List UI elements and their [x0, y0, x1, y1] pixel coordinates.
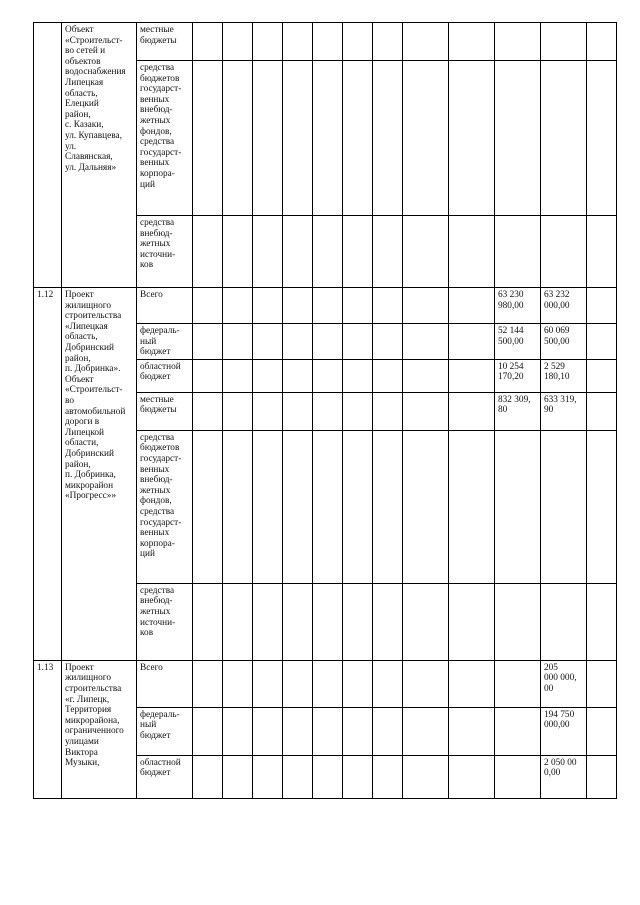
project-name-cell: Проект жилищного строительства «Липецкая область, Добринский район, п. Добринка». Объект «Строительст- во автомобильной дороги в Липецкой области, Добринский район, п. Добринка, микрорайон «Прогресс»» — [62, 288, 137, 661]
empty-cell — [403, 583, 449, 660]
amount-cell — [541, 430, 587, 583]
amount-cell — [495, 707, 541, 755]
project-name-cell: Объект «Строительст- во сетей и объектов водоснабжения Липецкая область, Елецкий район, с. Казаки, ул. Купавцева, ул. Славянская, ул. Дальняя» — [62, 23, 137, 288]
empty-cell — [449, 430, 495, 583]
empty-cell — [403, 61, 449, 216]
amount-cell — [495, 216, 541, 288]
empty-cell — [193, 23, 223, 61]
empty-cell — [223, 288, 253, 324]
funding-source-cell: местные бюджеты — [137, 392, 193, 430]
funding-source-cell: Всего — [137, 288, 193, 324]
empty-cell — [587, 707, 617, 755]
empty-cell — [283, 216, 313, 288]
empty-cell — [193, 755, 223, 798]
empty-cell — [193, 707, 223, 755]
empty-cell — [223, 430, 253, 583]
empty-cell — [449, 216, 495, 288]
empty-cell — [313, 755, 343, 798]
empty-cell — [373, 755, 403, 798]
empty-cell — [253, 430, 283, 583]
amount-cell — [495, 583, 541, 660]
amount-cell: 60 069 500,00 — [541, 324, 587, 360]
empty-cell — [587, 359, 617, 392]
amount-cell — [541, 23, 587, 61]
empty-cell — [449, 583, 495, 660]
empty-cell — [587, 288, 617, 324]
empty-cell — [313, 216, 343, 288]
funding-source-cell: средства внебюд- жетных источни- ков — [137, 216, 193, 288]
empty-cell — [403, 430, 449, 583]
empty-cell — [373, 359, 403, 392]
empty-cell — [253, 23, 283, 61]
empty-cell — [587, 216, 617, 288]
row-number-cell: 1.13 — [34, 660, 62, 798]
empty-cell — [253, 288, 283, 324]
empty-cell — [449, 61, 495, 216]
empty-cell — [313, 61, 343, 216]
empty-cell — [403, 288, 449, 324]
empty-cell — [223, 755, 253, 798]
amount-cell: 63 232 000,00 — [541, 288, 587, 324]
row-number-cell — [34, 23, 62, 288]
empty-cell — [587, 392, 617, 430]
funding-source-cell: федераль- ный бюджет — [137, 707, 193, 755]
amount-cell: 10 254 170,20 — [495, 359, 541, 392]
empty-cell — [373, 392, 403, 430]
empty-cell — [283, 707, 313, 755]
empty-cell — [253, 755, 283, 798]
empty-cell — [343, 61, 373, 216]
empty-cell — [253, 61, 283, 216]
empty-cell — [449, 755, 495, 798]
table-row — [34, 23, 617, 61]
table-row — [34, 660, 617, 707]
amount-cell — [495, 430, 541, 583]
empty-cell — [343, 430, 373, 583]
empty-cell — [253, 583, 283, 660]
amount-cell — [495, 23, 541, 61]
funding-source-cell: Всего — [137, 660, 193, 707]
empty-cell — [313, 430, 343, 583]
empty-cell — [343, 288, 373, 324]
empty-cell — [449, 707, 495, 755]
empty-cell — [223, 660, 253, 707]
empty-cell — [283, 61, 313, 216]
empty-cell — [343, 324, 373, 360]
empty-cell — [343, 583, 373, 660]
empty-cell — [283, 288, 313, 324]
empty-cell — [253, 216, 283, 288]
empty-cell — [403, 216, 449, 288]
empty-cell — [343, 359, 373, 392]
empty-cell — [253, 324, 283, 360]
amount-cell: 2 529 180,10 — [541, 359, 587, 392]
empty-cell — [343, 392, 373, 430]
empty-cell — [373, 430, 403, 583]
empty-cell — [283, 660, 313, 707]
amount-cell: 633 319, 90 — [541, 392, 587, 430]
empty-cell — [283, 392, 313, 430]
amount-cell: 52 144 500,00 — [495, 324, 541, 360]
empty-cell — [223, 392, 253, 430]
empty-cell — [403, 707, 449, 755]
empty-cell — [449, 288, 495, 324]
empty-cell — [283, 23, 313, 61]
empty-cell — [313, 324, 343, 360]
empty-cell — [373, 216, 403, 288]
empty-cell — [193, 359, 223, 392]
empty-cell — [253, 707, 283, 755]
empty-cell — [449, 392, 495, 430]
project-name-cell: Проект жилищного строительства «г. Липецк, Территория микрорайона, ограниченного улицами Виктора Музыки, — [62, 660, 137, 798]
empty-cell — [223, 583, 253, 660]
empty-cell — [373, 583, 403, 660]
empty-cell — [223, 216, 253, 288]
empty-cell — [343, 755, 373, 798]
empty-cell — [403, 755, 449, 798]
amount-cell — [541, 216, 587, 288]
empty-cell — [313, 660, 343, 707]
empty-cell — [193, 61, 223, 216]
empty-cell — [403, 359, 449, 392]
empty-cell — [223, 23, 253, 61]
empty-cell — [373, 324, 403, 360]
funding-source-cell: областной бюджет — [137, 755, 193, 798]
empty-cell — [449, 324, 495, 360]
amount-cell — [495, 755, 541, 798]
row-number-cell: 1.12 — [34, 288, 62, 661]
empty-cell — [343, 23, 373, 61]
empty-cell — [403, 392, 449, 430]
empty-cell — [283, 359, 313, 392]
empty-cell — [313, 23, 343, 61]
empty-cell — [373, 61, 403, 216]
empty-cell — [373, 660, 403, 707]
amount-cell — [495, 61, 541, 216]
funding-source-cell: областной бюджет — [137, 359, 193, 392]
funding-source-cell: средства бюджетов государст- венных внебюд- жетных фондов, средства государст- венных корпора- ций — [137, 430, 193, 583]
empty-cell — [343, 216, 373, 288]
empty-cell — [283, 324, 313, 360]
empty-cell — [587, 660, 617, 707]
empty-cell — [313, 583, 343, 660]
empty-cell — [587, 61, 617, 216]
empty-cell — [313, 288, 343, 324]
empty-cell — [193, 430, 223, 583]
empty-cell — [313, 359, 343, 392]
funding-source-cell: местные бюджеты — [137, 23, 193, 61]
empty-cell — [587, 755, 617, 798]
empty-cell — [283, 430, 313, 583]
empty-cell — [373, 288, 403, 324]
empty-cell — [193, 216, 223, 288]
empty-cell — [587, 430, 617, 583]
funding-table — [33, 22, 617, 799]
empty-cell — [283, 755, 313, 798]
empty-cell — [253, 660, 283, 707]
empty-cell — [403, 23, 449, 61]
empty-cell — [403, 324, 449, 360]
amount-cell: 63 230 980,00 — [495, 288, 541, 324]
empty-cell — [223, 359, 253, 392]
amount-cell: 205 000 000, 00 — [541, 660, 587, 707]
empty-cell — [403, 660, 449, 707]
empty-cell — [587, 583, 617, 660]
amount-cell: 832 309, 80 — [495, 392, 541, 430]
empty-cell — [587, 23, 617, 61]
empty-cell — [587, 324, 617, 360]
empty-cell — [223, 324, 253, 360]
amount-cell: 194 750 000,00 — [541, 707, 587, 755]
funding-source-cell: федераль- ный бюджет — [137, 324, 193, 360]
amount-cell — [541, 583, 587, 660]
empty-cell — [313, 392, 343, 430]
empty-cell — [449, 660, 495, 707]
empty-cell — [223, 61, 253, 216]
empty-cell — [313, 707, 343, 755]
empty-cell — [283, 583, 313, 660]
empty-cell — [223, 707, 253, 755]
amount-cell — [541, 61, 587, 216]
empty-cell — [449, 359, 495, 392]
table-row — [34, 288, 617, 324]
funding-source-cell: средства внебюд- жетных источни- ков — [137, 583, 193, 660]
empty-cell — [253, 359, 283, 392]
empty-cell — [193, 288, 223, 324]
funding-source-cell: средства бюджетов государст- венных внебюд- жетных фондов, средства государст- венных корпора- ций — [137, 61, 193, 216]
empty-cell — [193, 660, 223, 707]
empty-cell — [343, 660, 373, 707]
empty-cell — [449, 23, 495, 61]
empty-cell — [193, 392, 223, 430]
empty-cell — [373, 707, 403, 755]
amount-cell — [495, 660, 541, 707]
amount-cell: 2 050 00 0,00 — [541, 755, 587, 798]
empty-cell — [253, 392, 283, 430]
empty-cell — [193, 324, 223, 360]
empty-cell — [343, 707, 373, 755]
empty-cell — [373, 23, 403, 61]
empty-cell — [193, 583, 223, 660]
